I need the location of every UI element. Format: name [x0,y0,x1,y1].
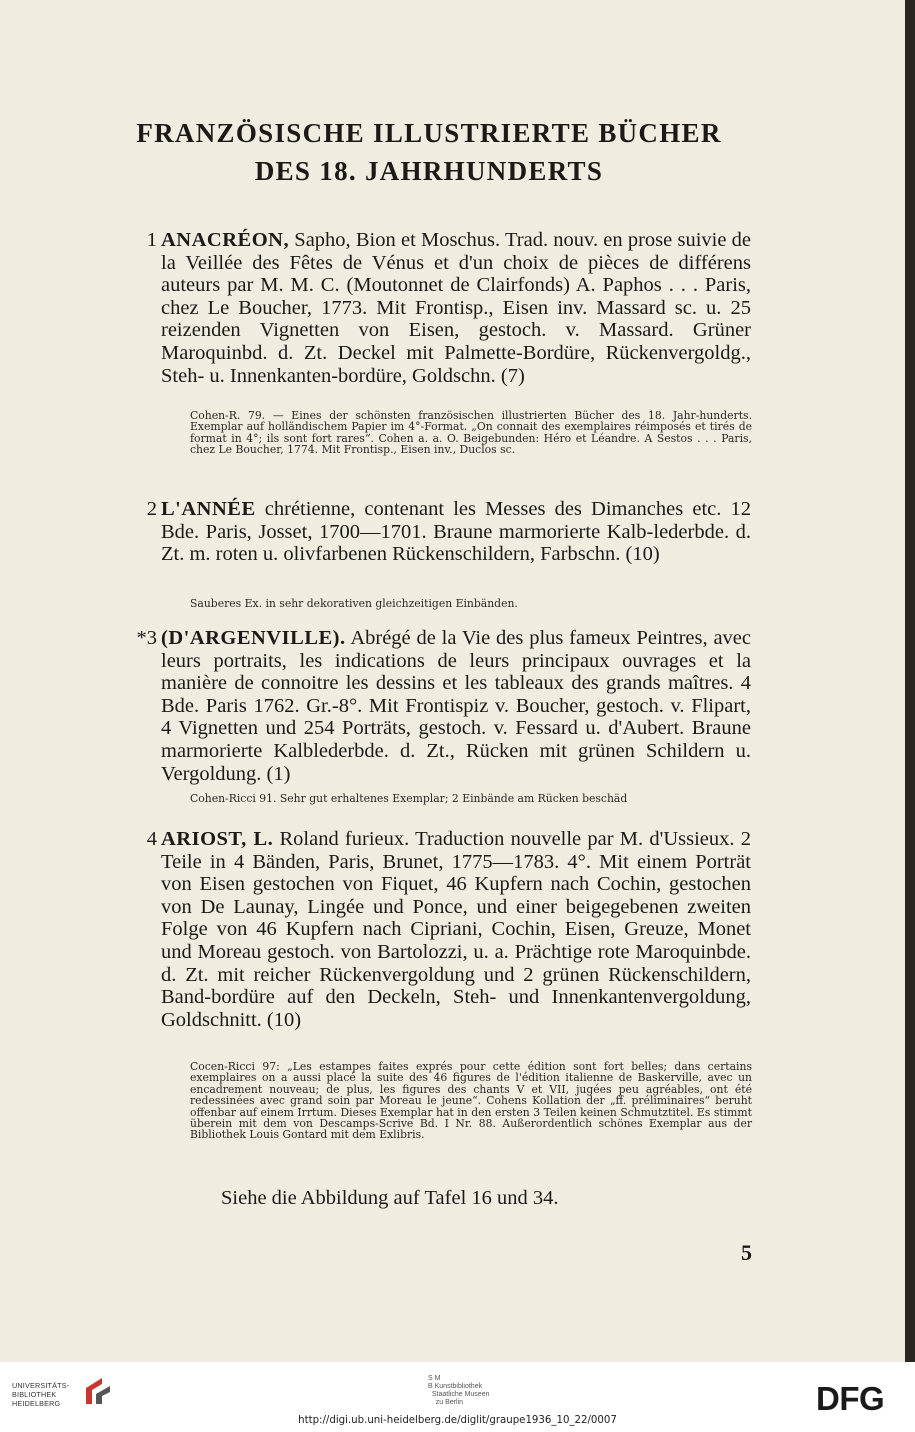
page-title-line-2: DES 18. JAHRHUNDERTS [254,156,604,186]
entry-note: Cohen-Ricci 91. Sehr gut erhaltenes Exemplar; 2 Einbände am Rücken beschäd [190,793,628,805]
entry-headword: L'ANNÉE [161,498,256,520]
library-stamp: S M B Kunstbibliothek Staatliche Museen zu Berlin [428,1375,490,1406]
page-title-line-1: FRANZÖSISCHE ILLUSTRIERTE BÜCHER [136,118,722,148]
page-number: 5 [741,1240,752,1265]
entry-headword: ANACRÉON, [161,229,290,251]
library-name-line: BIBLIOTHEK [12,1390,57,1399]
entry-description [161,828,751,1054]
entry-number: *3 [136,627,157,649]
entry-text: Roland furieux. Traduction nouvelle par M. d'Ussieux. 2 Teile in 4 Bänden, Paris, Brunet, 1775—1783. 4°. Mit einem Porträt von Eisen gestochen von Fiquet, 46 Kupfern nach Cochin, gestochen von De Launay, Lingée und Ponce, und einer beigegebenen zweiten Folge von 46 Kupfern nach Cipriani, Cochin, Eisen, Greuze, Monet und Moreau gestoch. von Bartolozzi, u. a. Prächtige rote Maroquinbde. d. Zt. mit reicher Rückenvergoldung und 2 grünen Rückenschildern, Band-bordüre auf den Deckeln, Steh- und Innenkantenvergoldung, Goldschnitt. (10) [161,828,751,1031]
entry-note: Cohen-R. 79. — Eines der schönsten französischen illustrierten Bücher des 18. Jahr-hunderts. Exemplar auf holländischem Papier im 4°-Format. „On connait des exemplaires réimposés et tirés de format in 4°; ils sont fort rares“. Cohen a. a. O. Beigebunden: Héro et Léandre. A Sestos . . . Paris, chez Le Boucher, 1774. Mit Frontisp., Eisen inv., Duclos sc. [190,409,752,457]
entry-text: Abrégé de la Vie des plus fameux Peintres, avec leurs portraits, les indications de leurs principaux ouvrages et la manière de connoitre les dessins et les tableaux des grands maîtres. 4 Bde. Paris 1762. Gr.-8°. Mit Frontispiz v. Boucher, gestoch. v. Flipart, 4 Vignetten und 254 Porträts, gestoch. v. Fessard u. d'Aubert. Braune marmorierte Kalblederbde. d. Zt., Rücken mit grünen Schildern u. Vergoldung. (1) [161,627,751,785]
permalink-url[interactable]: http://digi.ub.uni-heidelberg.de/diglit/graupe1936_10_22/0007 [298,1415,617,1426]
library-name [12,1381,82,1408]
entry-text: Sapho, Bion et Moschus. Trad. nouv. en prose suivie de la Veillée des Fêtes de Vénus et d'un choix de pièces de différens auteurs par M. M. C. (Moutonnet de Clairfonds) A. Paphos . . . Paris, chez Le Boucher, 1773. Mit Frontisp., Eisen inv. Massard sc. u. 25 reizenden Vignetten von Eisen, gestoch. v. Massard. Grüner Maroquinbd. d. Zt. Deckel mit Palmette-Bordüre, Rückenvergoldg., Steh- u. Innenkanten-bordüre, Goldschn. (7) [161,229,751,387]
entry-number: 4 [146,828,157,850]
entry-headword: ARIOST, L. [161,828,274,850]
library-logo-icon [80,1374,116,1410]
entry-number: 2 [146,498,157,520]
entry-note: Sauberes Ex. in sehr dekorativen gleichzeitigen Einbänden. [190,597,518,610]
entry-headword: (D'ARGENVILLE). [161,627,346,649]
dfg-logo: DFG [816,1380,885,1417]
plate-reference: Siehe die Abbildung auf Tafel 16 und 34. [221,1187,559,1209]
entry-number: 1 [146,229,157,251]
page-edge-shadow [905,0,915,1362]
entry-description [161,229,751,409]
library-name-line: UNIVERSITÄTS- [12,1381,70,1390]
entry-note: Cocen-Ricci 97: „Les estampes faites exprés pour cette édition sont fort belles; dans certains exemplaires on a aussi placé la suite des 46 figures de l'édition italienne de Baskerville, avec un encadrement nouveau; de plus, les figures des chants V et VII, jugées peu agréables, ont été redessinées avec grand soin par Moreau le jeune“. Cohens Kollation der „ff. préliminaires“ beruht offenbar auf einem Irrtum. Dieses Exemplar hat in den ersten 3 Teilen keinen Schmutztitel. Es stimmt überein mit dem von Descamps-Scrive Bd. I Nr. 88. Außerordentlich schönes Exemplar aus der Bibliothek Louis Gontard mit dem Exlibris. [190,1060,752,1142]
entry-description [161,627,751,785]
entry-description [161,498,751,590]
library-name-line: HEIDELBERG [12,1399,61,1408]
entry-text: chrétienne, contenant les Messes des Dimanches etc. 12 Bde. Paris, Josset, 1700—1701. Braune marmorierte Kalb-lederbde. d. Zt. m. roten u. olivfarbenen Rückenschildern, Farbschn. (10) [161,498,751,566]
